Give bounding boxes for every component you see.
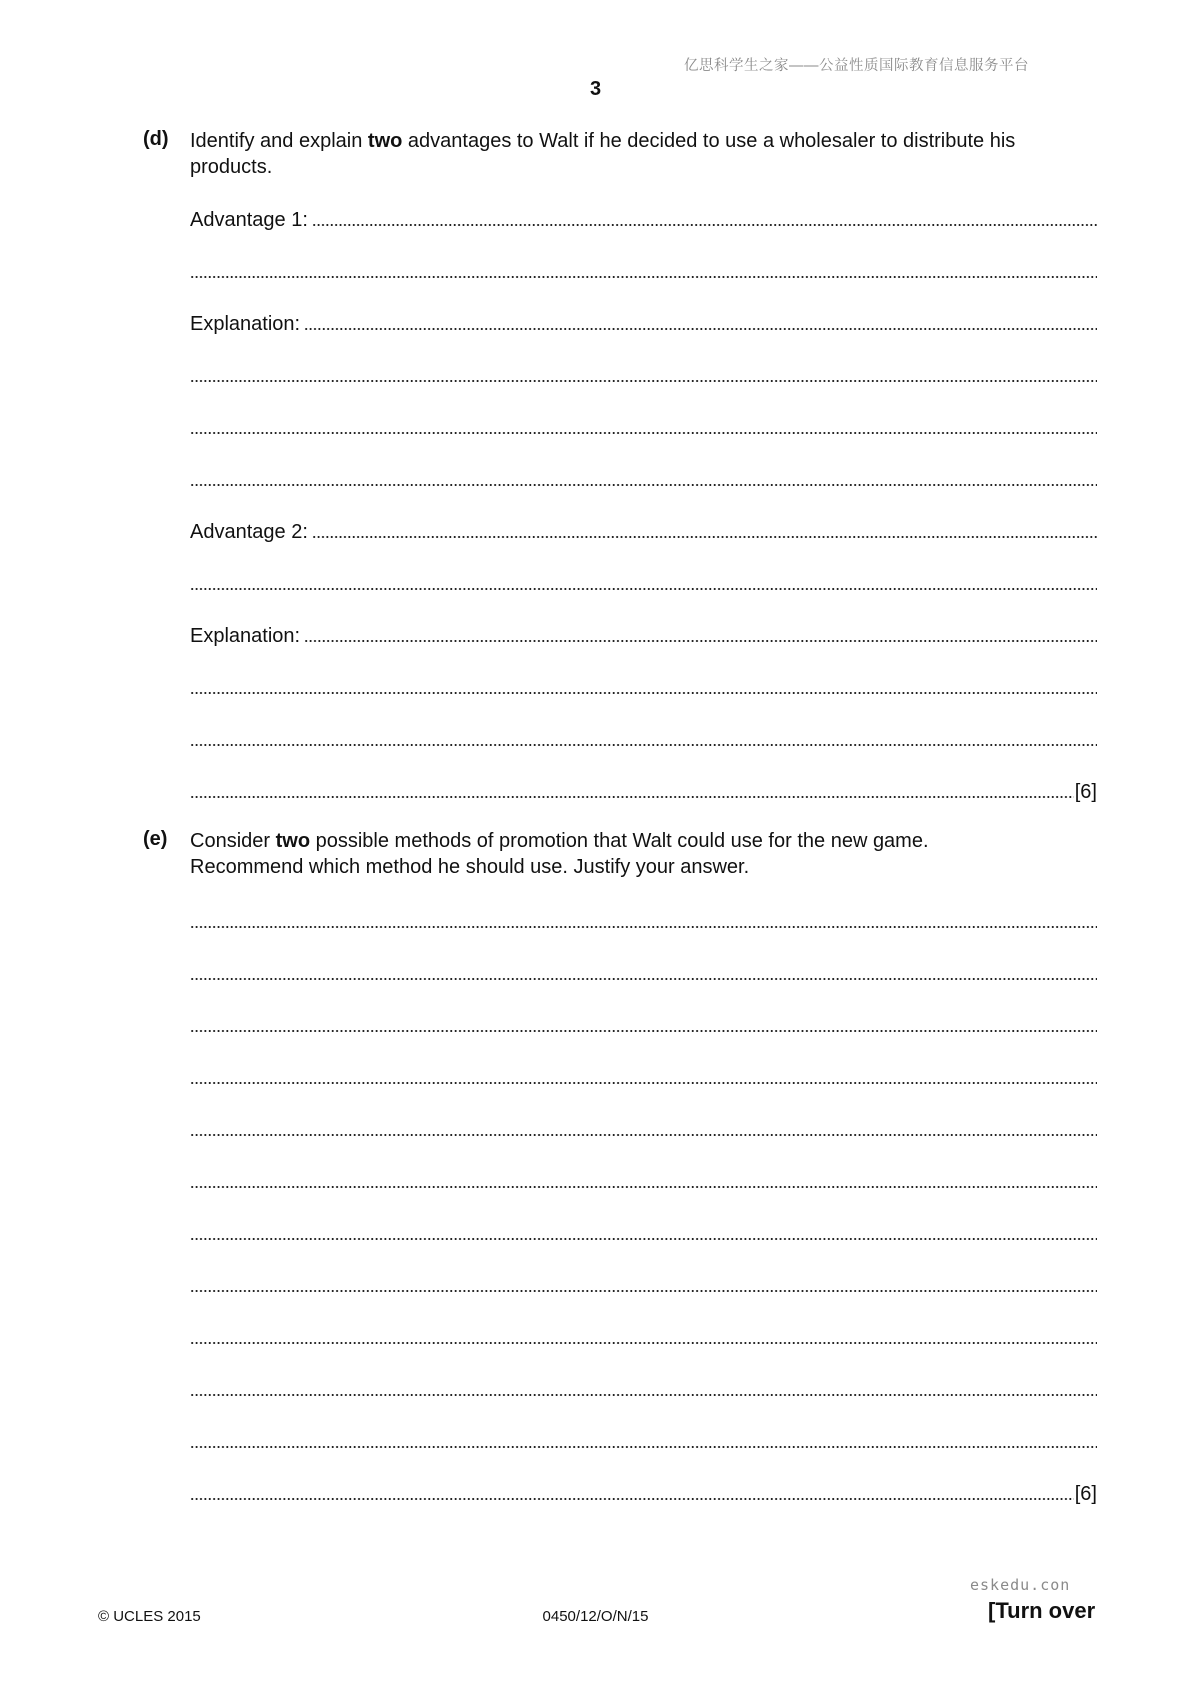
dotted-line [190, 691, 1097, 695]
answer-line-advantage-2[interactable] [190, 518, 1097, 544]
dotted-line [190, 1081, 1097, 1085]
answer-line[interactable] [190, 570, 1097, 596]
question-e-text-after: possible methods of promotion that Walt could use for the new game. [310, 830, 929, 852]
question-d-marks: [6] [1074, 781, 1097, 803]
question-e-label: (e) [143, 828, 168, 850]
answer-line[interactable] [190, 1064, 1097, 1090]
question-e-line-2: Recommend which method he should use. Justify your answer. [190, 856, 750, 878]
copyright: © UCLES 2015 [98, 1608, 201, 1625]
answer-line[interactable] [190, 258, 1097, 284]
dotted-line [312, 223, 1097, 227]
answer-line-advantage-1[interactable] [190, 206, 1097, 232]
dotted-line [312, 535, 1097, 539]
dotted-line [190, 1185, 1097, 1189]
answer-line[interactable] [190, 414, 1097, 440]
dotted-line [190, 587, 1097, 591]
answer-line[interactable] [190, 674, 1097, 700]
dotted-line [190, 743, 1097, 747]
answer-line[interactable] [190, 1376, 1097, 1402]
dotted-line [190, 1497, 1074, 1501]
advantage-2-label: Advantage 2: [190, 521, 308, 543]
answer-line-explanation-2[interactable] [190, 622, 1097, 648]
question-e-marks: [6] [1074, 1483, 1097, 1505]
dotted-line [190, 977, 1097, 981]
dotted-line [190, 1445, 1097, 1449]
dotted-line [190, 275, 1097, 279]
footer-watermark: eskedu.con [970, 1576, 1071, 1594]
explanation-2-label: Explanation: [190, 625, 301, 647]
question-d-text-before: Identify and explain [190, 130, 368, 152]
dotted-line [190, 1289, 1097, 1293]
advantage-1-label: Advantage 1: [190, 209, 308, 231]
question-d-text [190, 128, 1097, 180]
question-e-text-before: Consider [190, 830, 276, 852]
header-watermark: 亿思科学生之家——公益性质国际教育信息服务平台 [684, 58, 1029, 74]
question-e-line-1 [190, 828, 1097, 854]
answer-line[interactable] [190, 726, 1097, 752]
answer-line-explanation-1[interactable] [190, 310, 1097, 336]
dotted-line [304, 639, 1097, 643]
dotted-line [190, 1393, 1097, 1397]
answer-line[interactable] [190, 1116, 1097, 1142]
question-d-text-bold: two [367, 130, 403, 152]
answer-line-final-e[interactable] [190, 1480, 1097, 1506]
dotted-line [190, 1341, 1097, 1345]
answer-line[interactable] [190, 1428, 1097, 1454]
answer-line[interactable] [190, 362, 1097, 388]
explanation-1-label: Explanation: [190, 313, 301, 335]
answer-line-final-d[interactable] [190, 778, 1097, 804]
answer-line[interactable] [190, 1168, 1097, 1194]
paper-code: 0450/12/O/N/15 [542, 1608, 649, 1625]
question-e-text [190, 828, 1097, 880]
dotted-line [190, 379, 1097, 383]
answer-line[interactable] [190, 1012, 1097, 1038]
answer-line[interactable] [190, 1272, 1097, 1298]
answer-line[interactable] [190, 1324, 1097, 1350]
answer-line[interactable] [190, 908, 1097, 934]
answer-line[interactable] [190, 960, 1097, 986]
dotted-line [190, 795, 1074, 799]
question-d-text-after: advantages to Walt if he decided to use a wholesaler to distribute his products. [190, 130, 1016, 178]
question-e-text-bold: two [275, 830, 311, 852]
dotted-line [190, 1133, 1097, 1137]
turn-over: [Turn over [988, 1598, 1096, 1623]
page-number: 3 [589, 78, 602, 100]
dotted-line [190, 431, 1097, 435]
question-d-label: (d) [143, 128, 169, 150]
dotted-line [190, 925, 1097, 929]
answer-line[interactable] [190, 1220, 1097, 1246]
answer-line[interactable] [190, 466, 1097, 492]
dotted-line [304, 327, 1097, 331]
dotted-line [190, 483, 1097, 487]
dotted-line [190, 1237, 1097, 1241]
dotted-line [190, 1029, 1097, 1033]
